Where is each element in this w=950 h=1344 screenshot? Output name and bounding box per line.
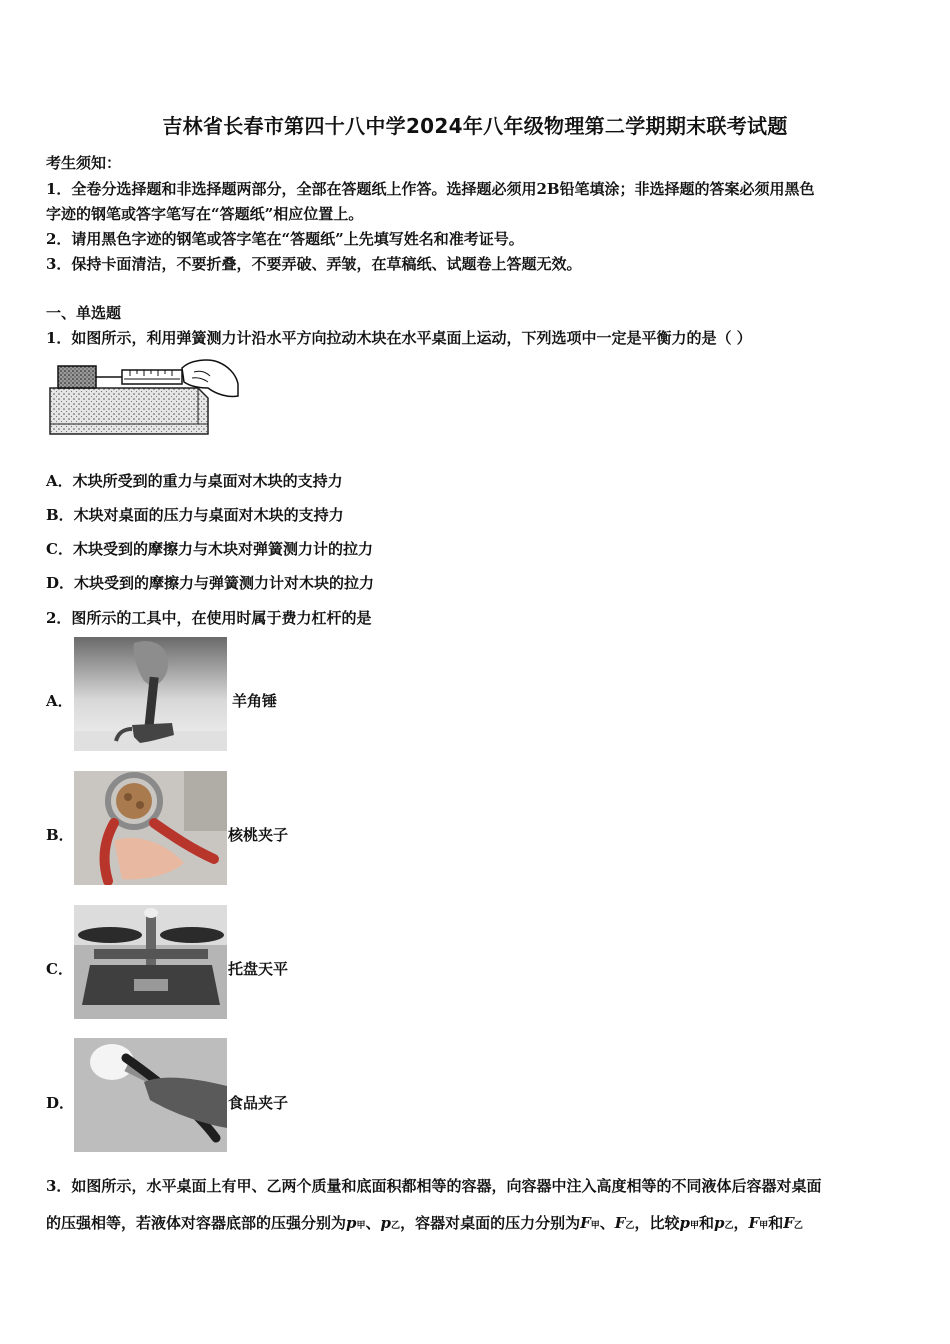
question-1-option-c: C．木块受到的摩擦力与木块对弹簧测力计的拉力 [46,540,373,558]
question-1-option-b: B．木块对桌面的压力与桌面对木块的支持力 [46,506,344,524]
question-2-stem: 2．图所示的工具中，在使用时属于费力杠杆的是 [46,609,372,627]
section-heading: 一、单选题 [46,304,122,322]
claw-hammer-photo [74,637,227,751]
notice-heading: 考生须知： [46,154,122,172]
question-2-option-c-caption: 托盘天平 [228,960,289,978]
question-2-option-b-label: B． [46,826,74,844]
question-1-option-d: D．木块受到的摩擦力与弹簧测力计对木块的拉力 [46,574,375,592]
question-1-figure [48,358,240,438]
page-title: 吉林省长春市第四十八中学2024年八年级物理第二学期期末联考试题 [162,114,788,138]
notice-item: 2．请用黑色字迹的钢笔或答字笔在“答题纸”上先填写姓名和准考证号。 [46,230,524,248]
question-2-option-a-caption: 羊角锤 [232,692,278,710]
question-3-line-2: 的压强相等，若液体对容器底部的压强分别为p甲、p乙，容器对桌面的压力分别为F甲、F乙，比较p甲和p乙，F甲和F乙 [46,1214,803,1232]
question-2-option-c-label: C． [46,960,73,978]
notice-item: 字迹的钢笔或答字笔写在“答题纸”相应位置上。 [46,205,364,223]
notice-item: 3．保持卡面清洁，不要折叠，不要弄破、弄皱，在草稿纸、试题卷上答题无效。 [46,255,582,273]
food-tongs-photo [74,1038,227,1152]
pan-balance-photo [74,905,227,1019]
question-1-stem: 1．如图所示，利用弹簧测力计沿水平方向拉动木块在水平桌面上运动，下列选项中一定是平衡力的是（ ） [46,329,752,347]
question-2-option-d-caption: 食品夹子 [228,1094,289,1112]
question-3-line-1: 3．如图所示，水平桌面上有甲、乙两个质量和底面积都相等的容器，向容器中注入高度相等的不同液体后容器对桌面 [46,1177,822,1195]
question-2-option-a-label: A． [46,692,73,710]
question-2-option-b-caption: 核桃夹子 [228,826,289,844]
question-1-option-a: A．木块所受到的重力与桌面对木块的支持力 [46,472,343,490]
nutcracker-photo [74,771,227,885]
question-2-option-d-label: D． [46,1094,75,1112]
notice-item: 1．全卷分选择题和非选择题两部分，全部在答题纸上作答。选择题必须用2B铅笔填涂；非选择题的答案必须用黑色 [46,180,815,198]
